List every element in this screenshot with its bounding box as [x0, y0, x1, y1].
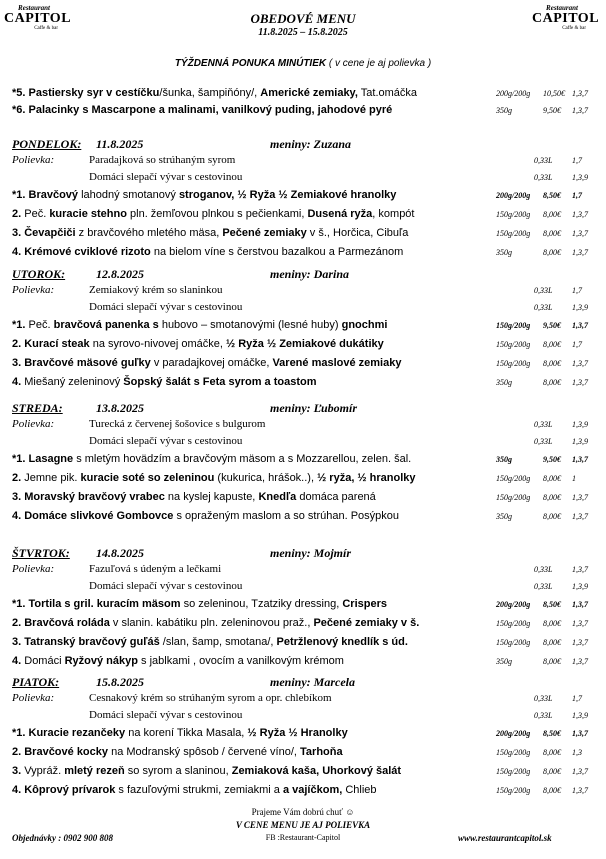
menu-item-weight: 150g/200g — [496, 321, 531, 330]
soup-volume: 0,33L — [534, 694, 553, 703]
menu-item-text-part: (kukurica, hrášok..), — [214, 472, 318, 484]
menu-item-text — [12, 189, 396, 201]
menu-item-weight: 350g — [496, 248, 512, 257]
menu-item-allergens: 1,3,7 — [572, 512, 588, 521]
menu-item-text-part: /slan, šamp, smotana/, — [159, 636, 277, 648]
menu-item-text-part: Crispers — [342, 598, 387, 610]
menu-item-allergens: 1,3,7 — [572, 619, 588, 628]
soup-volume: 0,33L — [534, 437, 553, 446]
menu-item-text — [12, 617, 419, 629]
menu-item-text-part: *5. Pastiersky syr v cestíčku — [12, 87, 160, 99]
day-heading — [12, 401, 358, 416]
menu-item-allergens: 1,3,7 — [572, 89, 588, 98]
menu-item-weight: 200g/200g — [496, 191, 531, 200]
menu-item-text-part: s jablkami , ovocím a vanilkovým krémom — [137, 655, 344, 667]
menu-item-text — [12, 765, 401, 777]
soup-row — [12, 709, 602, 724]
menu-item-text-part: na Modranský spôsob / červené víno/, — [108, 746, 301, 758]
soup-allergens: 1,3,9 — [572, 437, 588, 446]
menu-item-text-part: ½ ryža, ½ hranolky — [317, 472, 416, 484]
menu-item-text — [12, 655, 344, 667]
soup-label: Polievka: — [12, 284, 55, 296]
logo-top-text: Restaurant — [546, 4, 578, 12]
menu-item-text-part: Varené maslové zemiaky — [272, 357, 402, 369]
menu-item-text-part: na syrovo-nivovej omáčke, — [89, 338, 226, 350]
menu-item-price: 8,00€ — [543, 248, 561, 257]
menu-item-price: 8,50€ — [543, 600, 561, 609]
soup-row — [12, 563, 602, 578]
menu-item-text — [12, 227, 408, 239]
menu-item-text-part: Tat.omáčka — [357, 87, 418, 99]
menu-item-text — [12, 510, 399, 522]
menu-item-text-part: Americké zemiaky, — [260, 87, 358, 99]
logo-name: CAPITOL — [532, 11, 600, 26]
menu-item-text-part: 4. — [12, 655, 22, 667]
menu-item-text-part: /šunka, šampiňóny/, — [159, 87, 261, 99]
menu-item-price: 8,50€ — [543, 191, 561, 200]
soup-volume: 0,33L — [534, 173, 553, 182]
menu-item-text-part: Dusená ryža — [307, 208, 373, 220]
menu-item-text-part: 3. Bravčové mäsové guľky — [12, 357, 151, 369]
menu-item-allergens: 1,3,7 — [572, 729, 588, 738]
menu-item-price: 8,00€ — [543, 786, 561, 795]
menu-item — [0, 472, 606, 487]
menu-item-allergens: 1,3,7 — [572, 210, 588, 219]
menu-item-text-part: stroganov, ½ Ryža ½ Zemiakové hranolky — [178, 189, 397, 201]
menu-item-text — [12, 87, 417, 99]
soup-name: Turecká z červenej šošovice s bulgurom — [89, 418, 266, 430]
menu-item — [0, 189, 606, 204]
soup-label: Polievka: — [12, 418, 55, 430]
day-nameday: meniny: Darina — [270, 267, 350, 281]
footer-facebook: FB :Restaurant-Capitol — [265, 833, 341, 842]
menu-item-weight: 200g/200g — [496, 600, 531, 609]
soup-name: Domáci slepačí vývar s cestovinou — [89, 301, 243, 313]
day-name: ŠTVRTOK: — [12, 546, 70, 560]
menu-item-text — [12, 208, 414, 220]
day-heading — [12, 267, 350, 282]
menu-item — [0, 746, 606, 761]
menu-item-weight: 350g — [496, 657, 512, 666]
soup-label: Polievka: — [12, 563, 55, 575]
menu-item-text — [12, 453, 411, 465]
weekly-heading — [0, 58, 606, 69]
menu-item-text-part: hubovo – smotanovými (lesné huby) — [158, 319, 342, 331]
menu-item-text-part: Peč. — [21, 208, 50, 220]
menu-item-price: 8,00€ — [543, 340, 561, 349]
soup-row — [12, 580, 602, 595]
menu-item-allergens: 1,3,7 — [572, 248, 588, 257]
menu-item — [0, 338, 606, 353]
soup-row — [12, 418, 602, 433]
menu-item-text-part: 2. Bravčová roláda — [12, 617, 110, 629]
menu-item-weight: 150g/200g — [496, 340, 531, 349]
menu-item-weight: 150g/200g — [496, 786, 531, 795]
menu-item — [0, 208, 606, 223]
menu-item-price: 8,50€ — [543, 729, 561, 738]
menu-item-weight: 150g/200g — [496, 619, 531, 628]
day-name: PONDELOK: — [12, 137, 82, 151]
menu-item-text — [12, 246, 403, 258]
menu-item-text-part: Pečené zemiaky — [222, 227, 307, 239]
menu-item-text — [12, 319, 387, 331]
menu-item-text-part: Jemne pik. — [21, 472, 81, 484]
soup-volume: 0,33L — [534, 711, 553, 720]
day-heading — [12, 546, 352, 561]
soup-row — [12, 154, 602, 169]
menu-item-text-part: 3. — [12, 765, 22, 777]
menu-item — [0, 636, 606, 651]
footer-greeting: Prajeme Vám dobrú chuť ☺ — [251, 807, 355, 817]
menu-item-text-part: Tarhoňa — [300, 746, 343, 758]
menu-item-text-part: *1. Bravčový — [12, 189, 79, 201]
menu-item-text-part: 4. — [12, 376, 22, 388]
menu-item — [0, 491, 606, 506]
menu-item-price: 9,50€ — [543, 321, 561, 330]
menu-item-price: 10,50€ — [543, 89, 565, 98]
menu-item-text — [12, 491, 376, 503]
soup-volume: 0,33L — [534, 582, 553, 591]
day-heading — [12, 675, 355, 690]
menu-item-weight: 350g — [496, 378, 512, 387]
menu-item-allergens: 1,7 — [572, 191, 582, 200]
menu-item-text — [12, 104, 392, 116]
menu-item — [0, 655, 606, 670]
menu-item-price: 8,00€ — [543, 210, 561, 219]
weekly-heading-note: ( v cene je aj polievka ) — [328, 58, 432, 69]
menu-item-weight: 350g — [496, 455, 512, 464]
menu-item-weight: 150g/200g — [496, 767, 531, 776]
menu-item-price: 8,00€ — [543, 474, 561, 483]
menu-item-allergens: 1,3,7 — [572, 638, 588, 647]
menu-item — [0, 376, 606, 391]
menu-item-price: 8,00€ — [543, 619, 561, 628]
menu-item-text-part: s fazuľovými strukmi, zemiakmi a — [115, 784, 283, 796]
menu-item-weight: 350g — [496, 512, 512, 521]
day-date: 12.8.2025 — [96, 267, 144, 281]
menu-item-text-part: Zemiaková kaša, Uhorkový šalát — [231, 765, 402, 777]
soup-label: Polievka: — [12, 154, 55, 166]
day-heading — [12, 137, 352, 152]
menu-item — [0, 453, 606, 468]
menu-item-weight: 150g/200g — [496, 359, 531, 368]
soup-volume: 0,33L — [534, 420, 553, 429]
soup-allergens: 1,7 — [572, 694, 582, 703]
soup-name: Domáci slepačí vývar s cestovinou — [89, 709, 243, 721]
menu-item-weight: 150g/200g — [496, 493, 531, 502]
menu-item-text-part: *1. — [12, 319, 26, 331]
menu-item-text-part: kuracie soté so zeleninou — [80, 472, 215, 484]
menu-item-weight: 150g/200g — [496, 229, 531, 238]
menu-item-weight: 150g/200g — [496, 638, 531, 647]
menu-item-text-part: Chlieb — [342, 784, 377, 796]
soup-allergens: 1,3,7 — [572, 565, 588, 574]
menu-item-text-part: ½ Ryža ½ Zemiakové dukátiky — [226, 338, 384, 350]
soup-name: Cesnakový krém so strúhaným syrom a opr. chlebíkom — [89, 692, 332, 704]
menu-item-text-part: Vypráž. — [21, 765, 65, 777]
menu-item-text-part: 2. — [12, 208, 22, 220]
menu-item-text-part: na kyslej kapuste, — [164, 491, 259, 503]
menu-item-text-part: s mletým hovädzím a bravčovým mäsom a s Mozzarellou, zelen. šal. — [73, 453, 412, 465]
day-name: UTOROK: — [12, 267, 66, 281]
menu-item-price: 8,00€ — [543, 493, 561, 502]
footer-order-phone: Objednávky : 0902 900 808 — [12, 833, 113, 843]
logo-tag: Caffe & bar — [34, 26, 58, 31]
menu-dates: 11.8.2025 – 15.8.2025 — [258, 27, 348, 38]
menu-item-price: 8,00€ — [543, 638, 561, 647]
menu-item-weight: 350g — [496, 106, 512, 115]
soup-volume: 0,33L — [534, 565, 553, 574]
soup-allergens: 1,7 — [572, 156, 582, 165]
menu-item-text-part: 3. Čevapčiči — [12, 227, 76, 239]
menu-item-price: 8,00€ — [543, 748, 561, 757]
logo-tag: Caffe & bar — [562, 26, 586, 31]
menu-item — [0, 104, 606, 119]
menu-item-text-part: 2. — [12, 472, 22, 484]
menu-item-text — [12, 338, 384, 350]
menu-item-text — [12, 376, 316, 388]
menu-item-text-part: kuracie stehno — [49, 208, 127, 220]
soup-row — [12, 171, 602, 186]
footer-website[interactable]: www.restaurantcapitol.sk — [458, 833, 552, 843]
soup-name: Paradajková so strúhaným syrom — [89, 154, 236, 166]
menu-item-text-part: 4. Krémové cviklové rizoto — [12, 246, 151, 258]
menu-item-text-part: Knedľa — [258, 491, 297, 503]
menu-item-allergens: 1,3 — [572, 748, 582, 757]
menu-item-text-part: 4. Domáce slivkové Gombovce — [12, 510, 174, 522]
menu-item-text-part: Pečené zemiaky v š. — [313, 617, 420, 629]
soup-row — [12, 284, 602, 299]
menu-item-text-part: v slanin. kabátiku pln. zeleninovou praž., — [109, 617, 314, 629]
menu-item-text — [12, 727, 348, 739]
menu-item-allergens: 1,3,7 — [572, 229, 588, 238]
menu-item — [0, 617, 606, 632]
menu-item-text-part: Petržlenový knedlík s úd. — [276, 636, 408, 648]
soup-name: Fazuľová s údeným a lečkami — [89, 563, 222, 575]
menu-item-price: 9,50€ — [543, 455, 561, 464]
soup-allergens: 1,3,9 — [572, 173, 588, 182]
menu-item-allergens: 1,3,7 — [572, 493, 588, 502]
footer-note: V CENE MENU JE AJ POLIEVKA — [235, 820, 371, 830]
menu-item-weight: 150g/200g — [496, 748, 531, 757]
menu-item-weight: 200g/200g — [496, 89, 531, 98]
menu-item-text-part: 3. Tatranský bravčový guľáš — [12, 636, 160, 648]
menu-item-text-part: *1. Lasagne — [12, 453, 74, 465]
day-name: STREDA: — [12, 401, 63, 415]
menu-item-text-part: 3. Moravský bravčový vrabec — [12, 491, 165, 503]
menu-item-weight: 150g/200g — [496, 210, 531, 219]
menu-item-text-part: *1. Kuracie rezančeky — [12, 727, 126, 739]
menu-item-price: 8,00€ — [543, 657, 561, 666]
logo-top-text: Restaurant — [18, 4, 50, 12]
menu-item-text — [12, 636, 408, 648]
menu-item-weight: 150g/200g — [496, 474, 531, 483]
menu-item-text-part: 2. Kurací steak — [12, 338, 90, 350]
menu-item-text-part: Šopský šalát s Feta syrom a toastom — [123, 376, 317, 388]
menu-item — [0, 765, 606, 780]
menu-item-text-part: mletý rezeň — [64, 765, 125, 777]
menu-item — [0, 357, 606, 372]
menu-item — [0, 727, 606, 742]
soup-name: Domáci slepačí vývar s cestovinou — [89, 435, 243, 447]
menu-item-allergens: 1,3,7 — [572, 657, 588, 666]
soup-name: Zemiakový krém so slaninkou — [89, 284, 223, 296]
menu-item-text-part: z bravčového mletého mäsa, — [75, 227, 223, 239]
day-nameday: meniny: Marcela — [270, 675, 355, 689]
menu-item-text — [12, 784, 377, 796]
weekly-heading-title: TÝŽDENNÁ PONUKA MINÚTIEK — [174, 58, 327, 69]
menu-item-allergens: 1,3,7 — [572, 321, 588, 330]
menu-item-text-part: na korení Tikka Masala, — [125, 727, 248, 739]
menu-item-price: 9,50€ — [543, 106, 561, 115]
menu-item-text-part: a vajíčkom, — [282, 784, 343, 796]
menu-item-price: 8,00€ — [543, 359, 561, 368]
menu-item-text-part: bravčová panenka s — [53, 319, 159, 331]
menu-item-text — [12, 357, 401, 369]
soup-allergens: 1,3,9 — [572, 420, 588, 429]
menu-item-allergens: 1 — [572, 474, 576, 483]
menu-item-price: 8,00€ — [543, 767, 561, 776]
soup-row — [12, 301, 602, 316]
menu-item-text-part: s opraženým maslom a so strúhan. Posýpkou — [173, 510, 400, 522]
menu-item-text-part: Peč. — [25, 319, 54, 331]
menu-item-text-part: pln. žemľovou plnkou s pečienkami, — [126, 208, 308, 220]
menu-item-price: 8,00€ — [543, 229, 561, 238]
menu-item-allergens: 1,3,7 — [572, 786, 588, 795]
menu-item-text-part: so zeleninou, Tzatziky dressing, — [180, 598, 343, 610]
menu-item-text — [12, 746, 343, 758]
soup-name: Domáci slepačí vývar s cestovinou — [89, 580, 243, 592]
day-nameday: meniny: Zuzana — [270, 137, 352, 151]
menu-item — [0, 598, 606, 613]
menu-item-allergens: 1,3,7 — [572, 106, 588, 115]
day-date: 15.8.2025 — [96, 675, 144, 689]
soup-volume: 0,33L — [534, 286, 553, 295]
soup-allergens: 1,7 — [572, 286, 582, 295]
soup-allergens: 1,3,9 — [572, 582, 588, 591]
menu-item-text-part: 2. Bravčové kocky — [12, 746, 109, 758]
menu-item-text-part: lahodný smotanový — [78, 189, 179, 201]
menu-item — [0, 319, 606, 334]
menu-item-text-part: gnochmi — [341, 319, 388, 331]
menu-item-text-part: Miešaný zeleninový — [21, 376, 124, 388]
menu-item — [0, 510, 606, 525]
menu-item-text-part: 4. Kôprový prívarok — [12, 784, 116, 796]
logo-name: CAPITOL — [4, 11, 72, 26]
menu-item-allergens: 1,3,7 — [572, 600, 588, 609]
day-date: 14.8.2025 — [96, 546, 144, 560]
menu-item-allergens: 1,3,7 — [572, 359, 588, 368]
menu-item-price: 8,00€ — [543, 378, 561, 387]
menu-item-text-part: Domáci — [21, 655, 65, 667]
menu-title: OBEDOVÉ MENU — [250, 11, 356, 26]
menu-item-text-part: , kompót — [372, 208, 415, 220]
menu-item-text-part: na bielom víne s čerstvou bazalkou a Parmezánom — [150, 246, 404, 258]
menu-item — [0, 246, 606, 261]
soup-allergens: 1,3,9 — [572, 303, 588, 312]
menu-item-text-part: ½ Ryža ½ Hranolky — [247, 727, 348, 739]
menu-item-text-part: domáca parená — [296, 491, 376, 503]
menu-item-text-part: v š., Horčica, Cibuľa — [306, 227, 409, 239]
menu-item-allergens: 1,3,7 — [572, 455, 588, 464]
menu-item-text-part: *1. Tortila s gril. kuracím mäsom — [12, 598, 181, 610]
menu-item-allergens: 1,3,7 — [572, 767, 588, 776]
menu-item-weight: 200g/200g — [496, 729, 531, 738]
soup-volume: 0,33L — [534, 303, 553, 312]
menu-item — [0, 784, 606, 799]
soup-name: Domáci slepačí vývar s cestovinou — [89, 171, 243, 183]
soup-volume: 0,33L — [534, 156, 553, 165]
menu-item-allergens: 1,7 — [572, 340, 582, 349]
menu-item-text — [12, 598, 387, 610]
day-date: 11.8.2025 — [96, 137, 144, 151]
soup-label: Polievka: — [12, 692, 55, 704]
day-nameday: meniny: Mojmír — [270, 546, 352, 560]
soup-row — [12, 692, 602, 707]
day-name: PIATOK: — [12, 675, 60, 689]
menu-item-text — [12, 472, 416, 484]
menu-item-text-part: v paradajkovej omáčke, — [150, 357, 273, 369]
menu-item — [0, 227, 606, 242]
day-nameday: meniny: Ľubomír — [270, 401, 358, 415]
menu-item-price: 8,00€ — [543, 512, 561, 521]
soup-allergens: 1,3,9 — [572, 711, 588, 720]
menu-item-text-part: so syrom a slaninou, — [124, 765, 232, 777]
day-date: 13.8.2025 — [96, 401, 144, 415]
soup-row — [12, 435, 602, 450]
menu-item-text-part: *6. Palacinky s Mascarpone a malinami, vanilkový puding, jahodové pyré — [12, 104, 393, 116]
menu-item-allergens: 1,3,7 — [572, 378, 588, 387]
menu-item-text-part: Ryžový nákyp — [64, 655, 138, 667]
menu-item — [0, 87, 606, 102]
